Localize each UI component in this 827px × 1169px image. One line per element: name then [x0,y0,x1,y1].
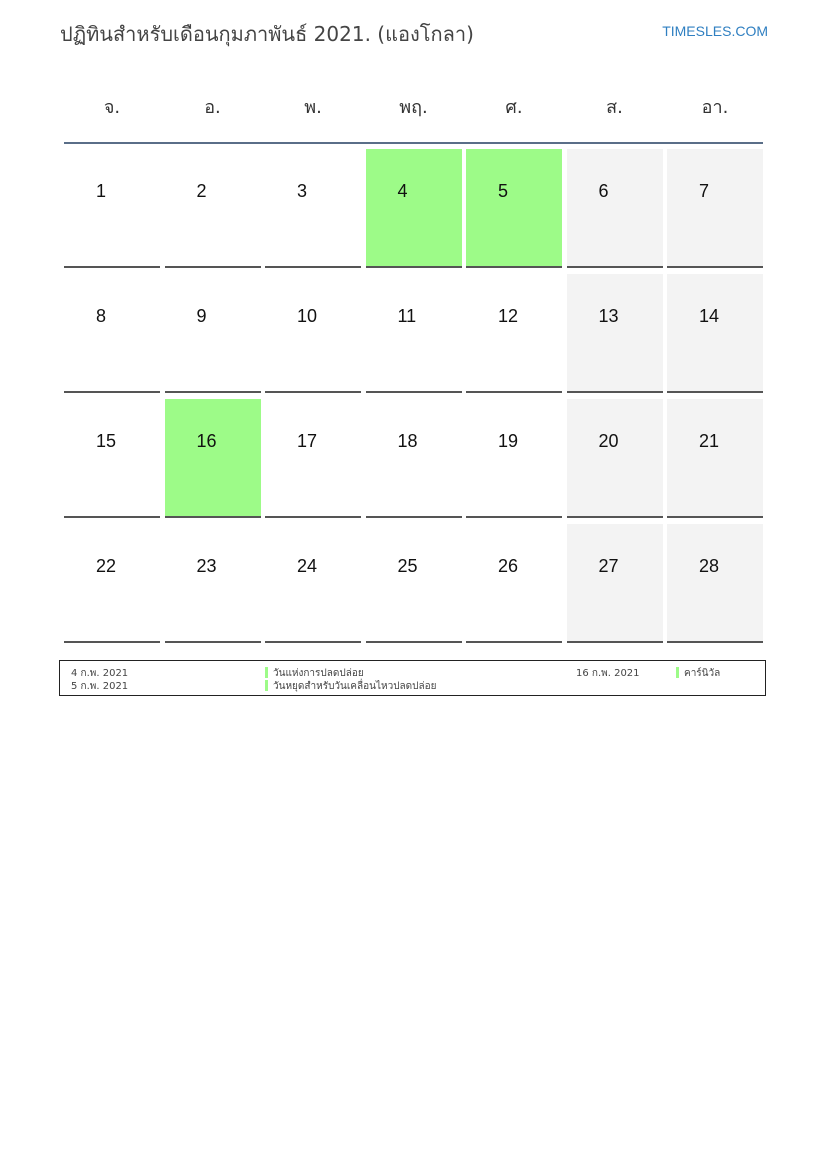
weekday-label: จ. [103,97,121,118]
day-cell [165,149,261,268]
day-cell [567,399,663,518]
day-number: 13 [598,306,619,326]
day-number: 10 [297,306,318,326]
day-number: 20 [598,431,619,451]
day-number: 1 [96,181,107,201]
day-number: 28 [699,556,720,576]
day-cell [567,149,663,268]
day-cell [366,149,462,268]
page-title: ปฏิทินสำหรับเดือนกุมภาพันธ์ 2021. (แองโกลา) [60,22,474,46]
day-cell [64,274,160,393]
day-cell [265,524,361,643]
day-cell [64,149,160,268]
day-cell [567,274,663,393]
day-number: 26 [498,556,519,576]
day-number: 11 [397,306,417,326]
day-number: 21 [699,431,720,451]
day-cell [64,399,160,518]
day-cell [667,274,763,393]
legend-color-bar [265,680,268,691]
day-cell [466,274,562,393]
holiday-legend [59,660,766,696]
calendar-grid [64,149,763,649]
day-number: 24 [297,556,318,576]
day-number: 2 [196,181,207,201]
day-cell [265,399,361,518]
day-number: 16 [196,431,217,451]
legend-date: 5 ก.พ. 2021 [71,681,129,692]
legend-date: 4 ก.พ. 2021 [71,668,129,679]
day-cell [667,149,763,268]
day-number: 17 [297,431,318,451]
legend-name: วันแห่งการปลดปล่อย [273,668,364,679]
day-number: 18 [397,431,418,451]
day-cell [667,524,763,643]
day-cell [466,149,562,268]
day-cell [165,524,261,643]
weekday-label: อ. [204,97,221,118]
day-number: 23 [196,556,217,576]
weekday-header [64,88,763,144]
day-cell [667,399,763,518]
day-number: 5 [498,181,509,201]
day-cell [466,524,562,643]
day-number: 19 [498,431,519,451]
day-cell [366,524,462,643]
day-number: 9 [196,306,207,326]
legend-color-bar [265,667,268,678]
legend-name: วันหยุดสำหรับวันเคลื่อนไหวปลดปล่อย [273,681,437,692]
day-number: 7 [699,181,710,201]
weekday-label: ศ. [505,97,523,118]
day-number: 3 [297,181,308,201]
day-number: 27 [598,556,619,576]
day-cell [366,399,462,518]
day-cell [64,524,160,643]
weekday-label: พ. [304,97,322,118]
day-number: 6 [598,181,609,201]
weekday-label: ส. [606,97,623,118]
day-cell [265,149,361,268]
site-link[interactable]: TIMESLES.COM [662,23,768,39]
day-number: 8 [96,306,107,326]
legend-date: 16 ก.พ. 2021 [576,668,640,679]
legend-name: คาร์นิวัล [684,668,721,679]
day-cell [466,399,562,518]
day-number: 14 [699,306,720,326]
day-cell [165,399,261,518]
day-number: 25 [397,556,418,576]
legend-color-bar [676,667,679,678]
day-cell [265,274,361,393]
day-number: 12 [498,306,519,326]
day-number: 15 [96,431,117,451]
day-number: 4 [397,181,408,201]
day-number: 22 [96,556,117,576]
weekday-label: อา. [701,97,729,118]
weekday-label: พฤ. [399,97,428,118]
day-cell [567,524,663,643]
day-cell [366,274,462,393]
day-cell [165,274,261,393]
